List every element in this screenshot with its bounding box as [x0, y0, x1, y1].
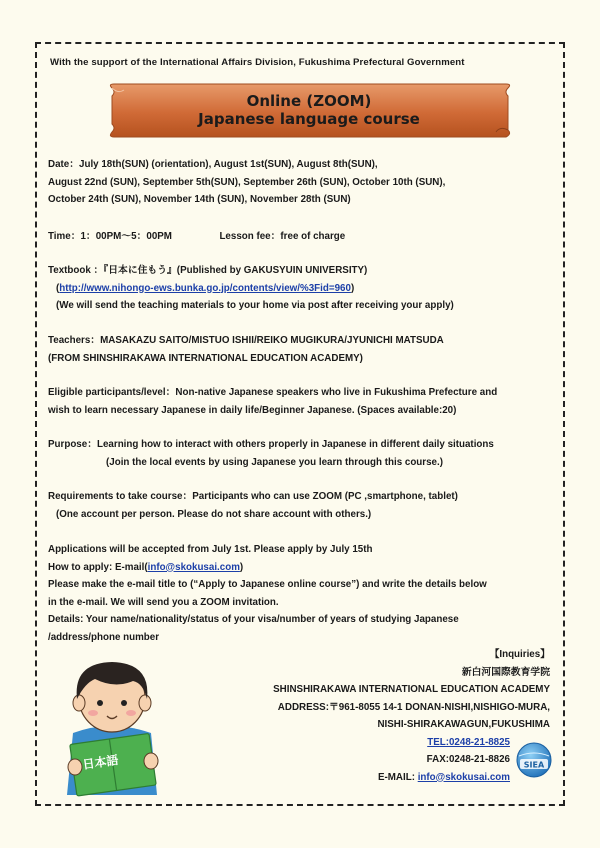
right-eye	[121, 700, 127, 706]
lesson-fee: Lesson fee：free of charge	[219, 231, 346, 242]
howto-suffix: )	[239, 561, 244, 573]
left-cheek	[88, 710, 98, 716]
banner-text	[104, 92, 514, 128]
academy-name-jp: 新白河国際教育学院	[461, 666, 550, 678]
applications-line3: Please make the e-mail title to (“Apply to Japanese online course”) and write the details below	[48, 579, 487, 590]
textbook-section	[48, 262, 454, 315]
textbook-url-link[interactable]: http://www.nihongo-ews.bunka.go.jp/contents/view/%3Fid=960	[59, 282, 351, 294]
child-reading-illustration	[55, 653, 170, 798]
requirements-section	[48, 488, 458, 523]
howto-line	[48, 559, 487, 577]
purpose-section	[48, 436, 494, 471]
requirements-line2: (One account per person. Please do not share account with others.)	[56, 508, 372, 520]
eligible-line1: Eligible participants/level：Non-native Japanese speakers who live in Fukushima Prefecture and	[48, 387, 498, 398]
time-text: Time：1：00PM～5：00PM	[48, 231, 172, 242]
address-line2: NISHI-SHIRAKAWAGUN,FUKUSHIMA	[377, 719, 550, 730]
applications-section	[48, 541, 487, 646]
purpose-line1: Purpose：Learning how to interact with others properly in Japanese in different daily situations	[48, 439, 494, 450]
textbook-url-line	[48, 280, 454, 298]
applications-line1: Applications will be accepted from July 1st. Please apply by July 15th	[48, 544, 373, 555]
url-close-paren: )	[350, 282, 355, 294]
email-label: E-MAIL:	[377, 771, 418, 783]
teachers-line1: Teachers：MASAKAZU SAITO/MISTUO ISHII/REIKO MUGIKURA/JYUNICHI MATSUDA	[48, 335, 444, 346]
textbook-line3: (We will send the teaching materials to your home via post after receiving your apply)	[56, 300, 454, 311]
requirements-line1: Requirements to take course：Participants who can use ZOOM (PC ,smartphone, tablet)	[48, 491, 458, 502]
book-group	[70, 733, 156, 796]
applications-line5: Details: Your name/nationality/status of your visa/number of years of studying Japanese	[48, 614, 459, 625]
siea-logo	[514, 740, 554, 780]
left-ear	[73, 695, 85, 711]
right-hand	[144, 753, 158, 769]
banner-line1: Online (ZOOM)	[246, 92, 372, 110]
book-title: 日本語	[81, 752, 120, 772]
eligible-section	[48, 384, 497, 419]
time-section	[48, 228, 345, 246]
fax-line: FAX:0248-21-8826	[426, 754, 510, 765]
tel-link[interactable]: TEL:0248-21-8825	[427, 736, 510, 748]
date-line1: Date：July 18th(SUN) (orientation), August 1st(SUN), August 8th(SUN),	[48, 159, 378, 170]
inquiries-section	[273, 646, 550, 786]
left-hand	[68, 759, 82, 775]
logo-text: SIEA	[523, 760, 545, 770]
applications-line4: in the e-mail. We will send you a ZOOM invitation.	[48, 596, 279, 608]
date-line2: August 22nd (SUN), September 5th(SUN), September 26th (SUN), October 10th (SUN),	[48, 176, 446, 188]
applications-line6: /address/phone number	[48, 631, 160, 643]
banner-line2: Japanese language course	[198, 110, 420, 128]
textbook-line1: Textbook ：『日本に住もう』(Published by GAKUSYUIN UNIVERSITY)	[48, 265, 368, 276]
eligible-line2: wish to learn necessary Japanese in daily life/Beginner Japanese. (Spaces available:20)	[48, 404, 457, 416]
address-line1: ADDRESS:〒961-8055 14-1 DONAN-NISHI,NISHIGO-MURA,	[277, 701, 550, 713]
apply-email-link[interactable]: info@skokusai.com	[147, 561, 240, 573]
academy-name-en: SHINSHIRAKAWA INTERNATIONAL EDUCATION ACADEMY	[273, 684, 550, 695]
howto-prefix: How to apply: E-mail(	[48, 561, 148, 573]
tel-line	[273, 734, 550, 752]
title-banner	[104, 82, 514, 139]
inquiry-email-link[interactable]: info@skokusai.com	[417, 771, 510, 783]
teachers-section	[48, 332, 444, 367]
left-eye	[97, 700, 103, 706]
url-open-paren: (	[56, 282, 60, 294]
email-line	[273, 769, 550, 787]
teachers-line2: (FROM SHINSHIRAKAWA INTERNATIONAL EDUCATION ACADEMY)	[48, 352, 363, 364]
purpose-line2: (Join the local events by using Japanese you learn through this course.)	[106, 456, 443, 468]
right-ear	[139, 695, 151, 711]
date-section	[48, 156, 445, 209]
date-line3: October 24th (SUN), November 14th (SUN), November 28th (SUN)	[48, 194, 351, 205]
inquiries-title: 【Inquiries】	[489, 649, 550, 660]
support-line: With the support of the International Affairs Division, Fukushima Prefectural Government	[50, 57, 465, 68]
right-cheek	[126, 710, 136, 716]
